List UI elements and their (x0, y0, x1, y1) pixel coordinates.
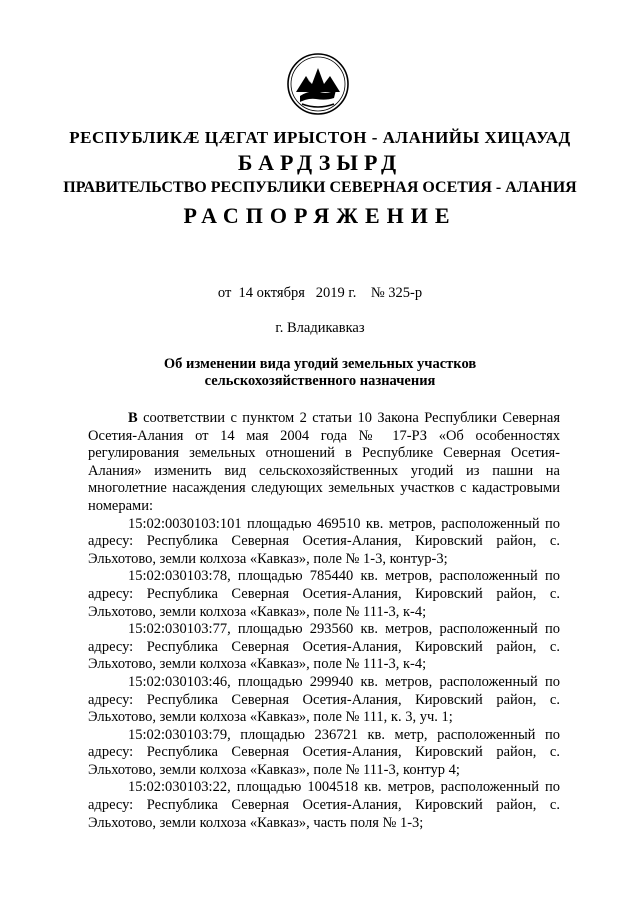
document-date-number: от 14 октября 2019 г. № 325-р (217, 285, 423, 301)
coat-of-arms-emblem-icon (286, 52, 350, 116)
list-item: 15:02:030103:77, площадью 293560 кв. метров, расположенный по адресу: Республика Северная Осетия-Алания, Кировский район, с. Эльхотово, земли колхоза «Кавказ», поле № 111-3, к-4; (88, 621, 560, 673)
document-type-title: РАСПОРЯЖЕНИЕ (183, 203, 457, 228)
document-subject (150, 356, 490, 390)
header-bardzyrd: БАРДЗЫРД (237, 150, 403, 175)
document-city: г. Владикавказ (275, 320, 365, 336)
intro-paragraph (88, 410, 560, 516)
header-line-ossetian: РЕСПУБЛИКÆ ЦÆГАТ ИРЫСТОН - АЛАНИЙЫ ХИЦАУАД (69, 128, 571, 147)
subject-line-1: Об изменении вида угодий земельных участков (163, 356, 477, 372)
list-item: 15:02:030103:22, площадью 1004518 кв. метров, расположенный по адресу: Республика Северная Осетия-Алания, Кировский район, с. Эльхотово, земли колхоза «Кавказ», часть поля № 1-3; (88, 779, 560, 831)
list-item: 15:02:030103:79, площадью 236721 кв. метр, расположенный по адресу: Республика Северная Осетия-Алания, Кировский район, с. Эльхотово, земли колхоза «Кавказ», поле № 111-3, контур 4; (88, 726, 560, 778)
list-item: 15:02:0030103:101 площадью 469510 кв. метров, расположенный по адресу: Республика Северная Осетия-Алания, Кировский район, с. Эльхотово, земли колхоза «Кавказ», поле № 1-3, контур-3; (88, 515, 560, 567)
list-item: 15:02:030103:78, площадью 785440 кв. метров, расположенный по адресу: Республика Северная Осетия-Алания, Кировский район, с. Эльхотово, земли колхоза «Кавказ», поле № 111-3, к-4; (88, 568, 560, 620)
list-item: 15:02:030103:46, площадью 299940 кв. метров, расположенный по адресу: Республика Северная Осетия-Алания, Кировский район, с. Эльхотово, земли колхоза «Кавказ», поле № 111, к. 3, уч. 1; (88, 673, 560, 726)
intro-text: соответствии с пунктом 2 статьи 10 Закона Республики Северная Осетия-Алания от 14 мая 2004 года № 17-РЗ «Об особенностях регулирования земельных отношений в Республике Северная Осетия-Алания» изменить вид сельскохозяйственных угодий из пашни на многолетние насаждения следующих земельных участков с кадастровыми номерами: (88, 410, 560, 514)
intro-lead-letter: В (128, 410, 138, 426)
document-body (88, 410, 560, 832)
header-government: ПРАВИТЕЛЬСТВО РЕСПУБЛИКИ СЕВЕРНАЯ ОСЕТИЯ - АЛАНИЯ (63, 179, 577, 196)
subject-line-2: сельскохозяйственного назначения (204, 373, 436, 389)
